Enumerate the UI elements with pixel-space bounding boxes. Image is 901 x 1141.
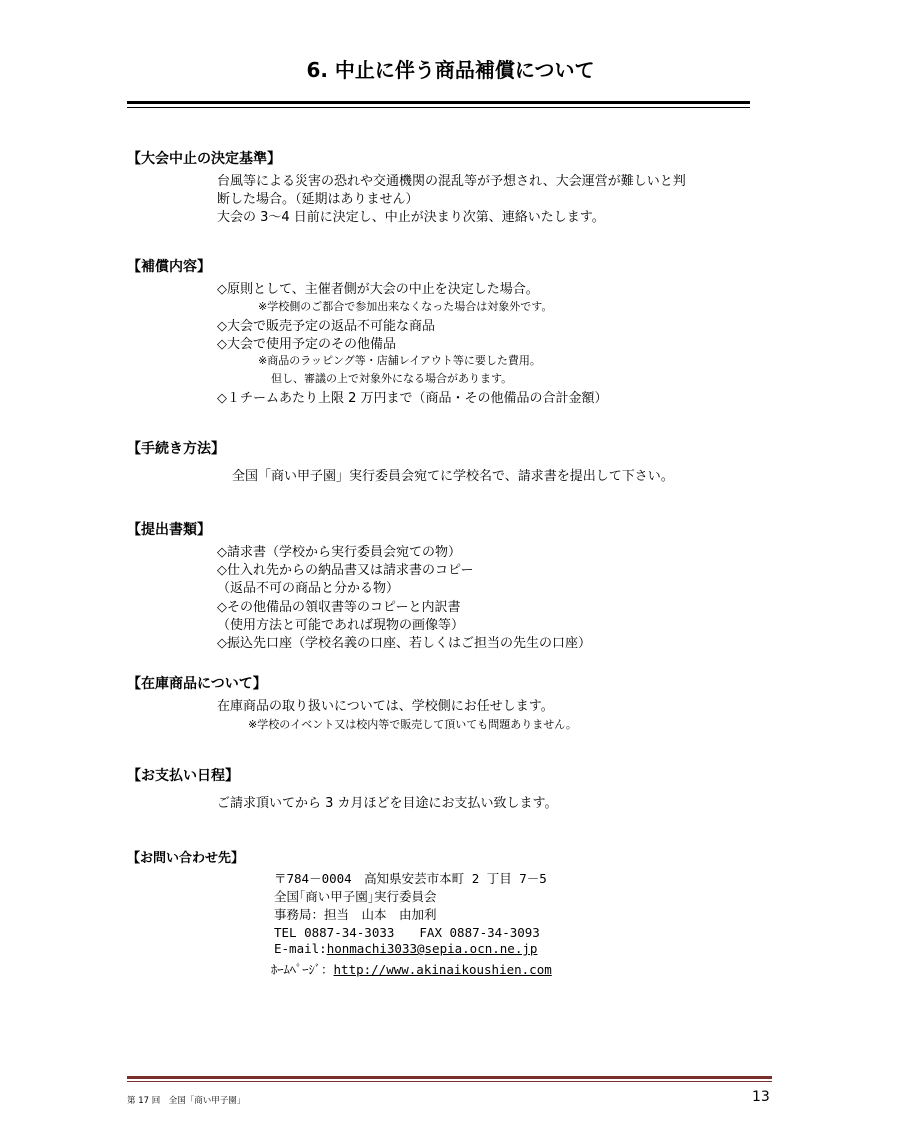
- documents-item-2-note: （返品不可の商品と分かる物）: [217, 581, 400, 596]
- section-heading-compensation: 【補償内容】: [127, 259, 211, 275]
- footer-rule-thin: [127, 1081, 772, 1082]
- footer-event-name: 第 17 回 全国「商い甲子園」: [127, 1096, 246, 1106]
- contact-email-row: [274, 941, 537, 956]
- compensation-note-2: ※商品のラッピング等・店舗レイアウト等に要した費用。: [258, 354, 541, 367]
- cancel-line-1: 台風等による災害の恐れや交通機関の混乱等が予想され、大会運営が難しいと判: [217, 174, 686, 189]
- payment-line-1: ご請求頂いてから 3 カ月ほどを目途にお支払い致します。: [217, 796, 558, 811]
- section-heading-procedure: 【手続き方法】: [127, 441, 225, 457]
- section-heading-payment: 【お支払い日程】: [127, 768, 239, 784]
- title-rule-thick: [127, 101, 750, 104]
- contact-phone-fax: TEL 0887-34-3033 FAX 0887-34-3093: [274, 925, 540, 940]
- procedure-line-1: 全国「商い甲子園」実行委員会宛てに学校名で、請求書を提出して下さい。: [232, 469, 674, 484]
- compensation-item-4: ◇１チームあたり上限 2 万円まで（商品・その他備品の合計金額）: [217, 391, 608, 406]
- compensation-item-2: ◇大会で販売予定の返品不可能な商品: [217, 319, 435, 334]
- title-rule-thin: [127, 107, 750, 108]
- page-number: 13: [752, 1089, 770, 1105]
- stock-line-1: 在庫商品の取り扱いについては、学校側にお任せします。: [217, 699, 554, 714]
- section-heading-contact: 【お問い合わせ先】: [127, 851, 245, 866]
- documents-item-4: ◇振込先口座（学校名義の口座、若しくはご担当の先生の口座）: [217, 636, 591, 651]
- contact-organization: 全国｢商い甲子園｣実行委員会: [274, 889, 437, 904]
- documents-item-2: ◇仕入れ先からの納品書又は請求書のコピー: [217, 563, 474, 578]
- contact-website-label: ﾎｰﾑﾍﾟｰｼﾞ：: [271, 962, 334, 977]
- compensation-note-3: 但し、審議の上で対象外になる場合があります。: [271, 372, 513, 385]
- footer-rule-thick: [127, 1076, 772, 1079]
- documents-item-3-note: （使用方法と可能であれば現物の画像等）: [217, 618, 465, 633]
- page-title: 6. 中止に伴う商品補償について: [306, 58, 595, 82]
- compensation-note-1: ※学校側のご都合で参加出来なくなった場合は対象外です。: [258, 300, 553, 313]
- cancel-line-2: 断した場合。（延期はありません）: [217, 192, 419, 207]
- documents-item-1: ◇請求書（学校から実行委員会宛ての物）: [217, 545, 461, 560]
- compensation-item-1: ◇原則として、主催者側が大会の中止を決定した場合。: [217, 282, 539, 297]
- compensation-item-3: ◇大会で使用予定のその他備品: [217, 337, 396, 352]
- section-heading-documents: 【提出書類】: [127, 522, 211, 538]
- section-heading-stock: 【在庫商品について】: [127, 676, 267, 692]
- contact-email-link[interactable]: honmachi3033@sepia.ocn.ne.jp: [326, 941, 538, 956]
- section-heading-cancel: 【大会中止の決定基準】: [127, 151, 281, 167]
- contact-email-label: E-mail:: [274, 941, 327, 956]
- contact-website-row: [271, 960, 552, 978]
- contact-office: 事務局：担当 山本 由加利: [274, 907, 437, 922]
- contact-website-link[interactable]: http://www.akinaikoushien.com: [333, 962, 552, 977]
- documents-item-3: ◇その他備品の領収書等のコピーと内訳書: [217, 600, 461, 615]
- cancel-line-3: 大会の 3～4 日前に決定し、中止が決まり次第、連絡いたします。: [217, 210, 605, 225]
- contact-address: 〒784－0004 高知県安芸市本町 2 丁目 7－5: [274, 871, 547, 886]
- stock-note-1: ※学校のイベント又は校内等で販売して頂いても問題ありません。: [248, 718, 577, 731]
